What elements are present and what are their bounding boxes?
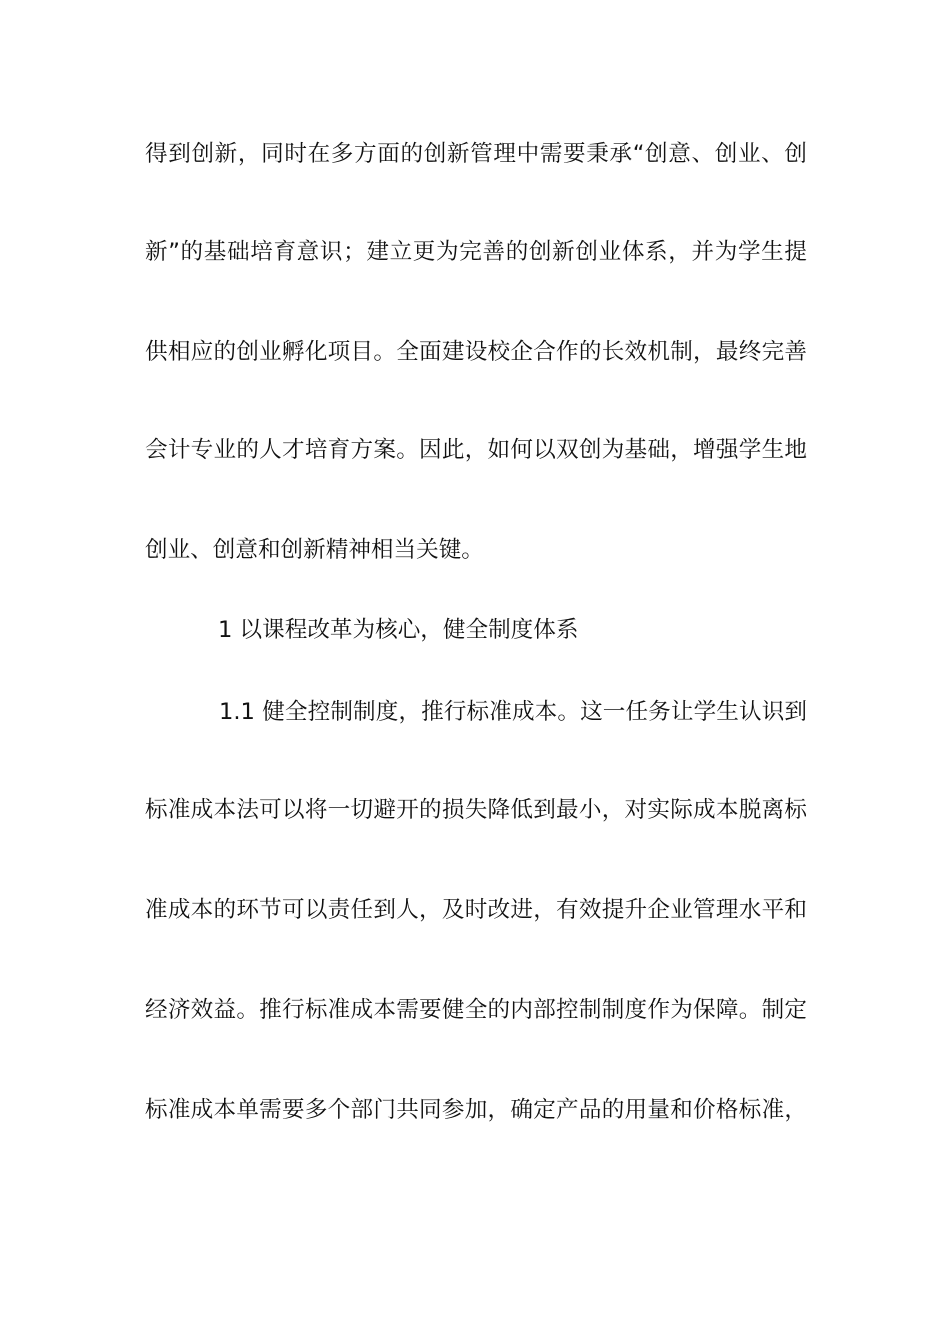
paragraph-line: 经济效益。推行标准成本需要健全的内部控制制度作为保障。制定 [145,997,807,1023]
paragraph-line: 新”的基础培育意识；建立更为完善的创新创业体系，并为学生提 [145,239,807,265]
paragraph-line: 会计专业的人才培育方案。因此，如何以双创为基础，增强学生地 [145,437,807,463]
paragraph-line: 供相应的创业孵化项目。全面建设校企合作的长效机制，最终完善 [145,339,807,365]
paragraph-line: 标准成本单需要多个部门共同参加，确定产品的用量和价格标准， [145,1097,807,1123]
paragraph-line: 创业、创意和创新精神相当关键。 [145,537,484,563]
paragraph-line: 得到创新，同时在多方面的创新管理中需要秉承“创意、创业、创 [145,141,807,167]
paragraph-line: 1.1 健全控制制度，推行标准成本。这一任务让学生认识到 [219,699,807,725]
paragraph-line: 准成本的环节可以责任到人，及时改进，有效提升企业管理水平和 [145,897,807,923]
section-heading: 1 以课程改革为核心，健全制度体系 [218,617,579,643]
paragraph-line: 标准成本法可以将一切避开的损失降低到最小，对实际成本脱离标 [145,797,807,823]
